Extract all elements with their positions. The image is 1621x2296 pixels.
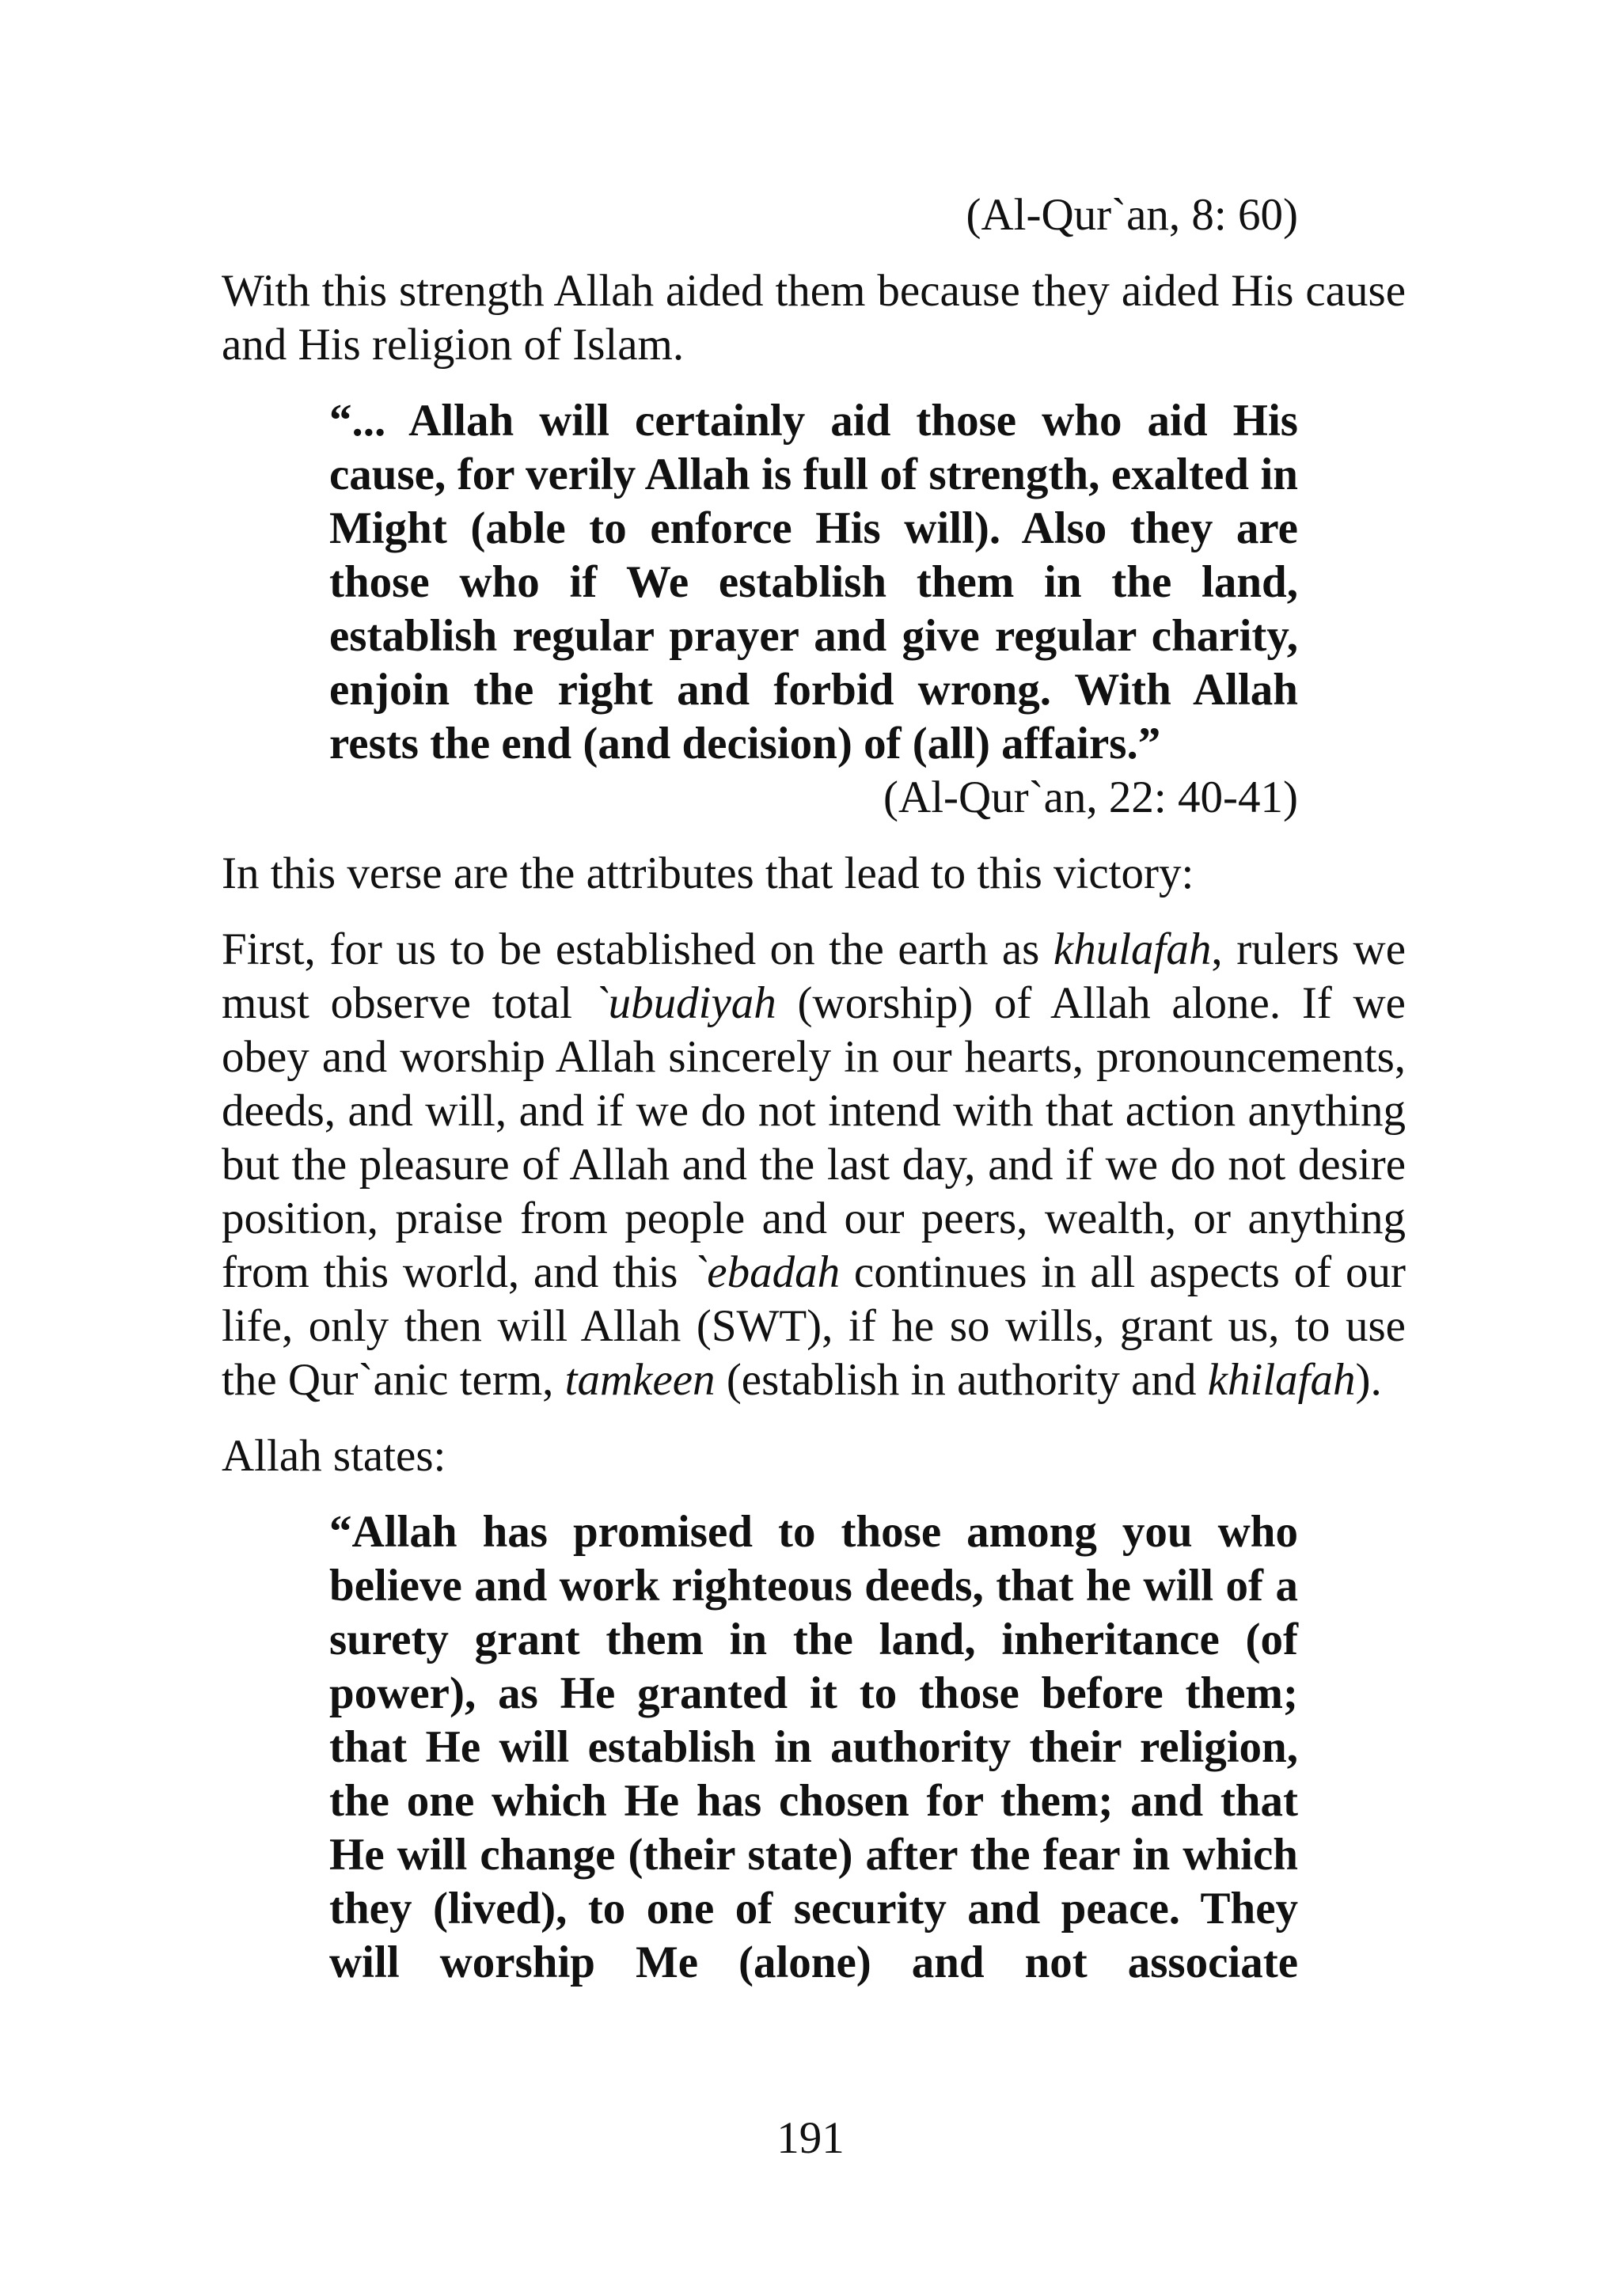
term-ebadah: `ebadah bbox=[692, 1247, 841, 1297]
quote-promise: “Allah has promised to those among you who believe and work righteous deeds, that he will of a surety grant them in the land, inheritance (of power), as He granted it to those before them; that He will establish in authority their religion, the one which He has chosen for them; and that He will change (their state) after the fear in which they (lived), to one of security and peace. They will worship Me (alone) and not associate bbox=[329, 1507, 1298, 1987]
term-khilafah: khilafah bbox=[1207, 1355, 1356, 1405]
reference-quran-8-60: (Al-Qur`an, 8: 60) bbox=[966, 190, 1298, 240]
paragraph-strength: With this strength Allah aided them because they aided His cause and His religion of Islam. bbox=[222, 266, 1406, 370]
reference-quran-22-40-41: (Al-Qur`an, 22: 40-41) bbox=[883, 772, 1298, 822]
quote-22-40-41: “... Allah will certainly aid those who aid His cause, for verily Allah is full of strength, exalted in Might (able to enforce His will). Also they are those who if We establish them in the land, establish regular prayer and give regular charity, enjoin the right and forbid wrong. With Allah rests the end (and decision) of (all) affairs.” bbox=[329, 396, 1298, 768]
page-number: 191 bbox=[776, 2113, 845, 2163]
term-ubudiyah: `ubudiyah bbox=[593, 978, 776, 1028]
paragraph-allah-states: Allah states: bbox=[222, 1431, 446, 1481]
term-khulafah: khulafah bbox=[1053, 924, 1212, 974]
page-content bbox=[222, 188, 1406, 1990]
term-tamkeen: tamkeen bbox=[564, 1355, 716, 1405]
paragraph-attributes: In this verse are the attributes that lead to this victory: bbox=[222, 848, 1194, 898]
paragraph-first-attribute: First, for us to be established on the earth as khulafah, rulers we must observe total `ubudiyah (worship) of Allah alone. If we obey and worship Allah sincerely in our hearts, pronouncements, deeds, and will, and if we do not intend with that action anything but the pleasure of Allah and the last day, and if we do not desire position, praise from people and our peers, wealth, or anything from this world, and this `ebadah continues in all aspects of our life, only then will Allah (SWT), if he so wills, grant us, to use the Qur`anic term, tamkeen (establish in authority and khilafah). bbox=[222, 924, 1407, 1405]
